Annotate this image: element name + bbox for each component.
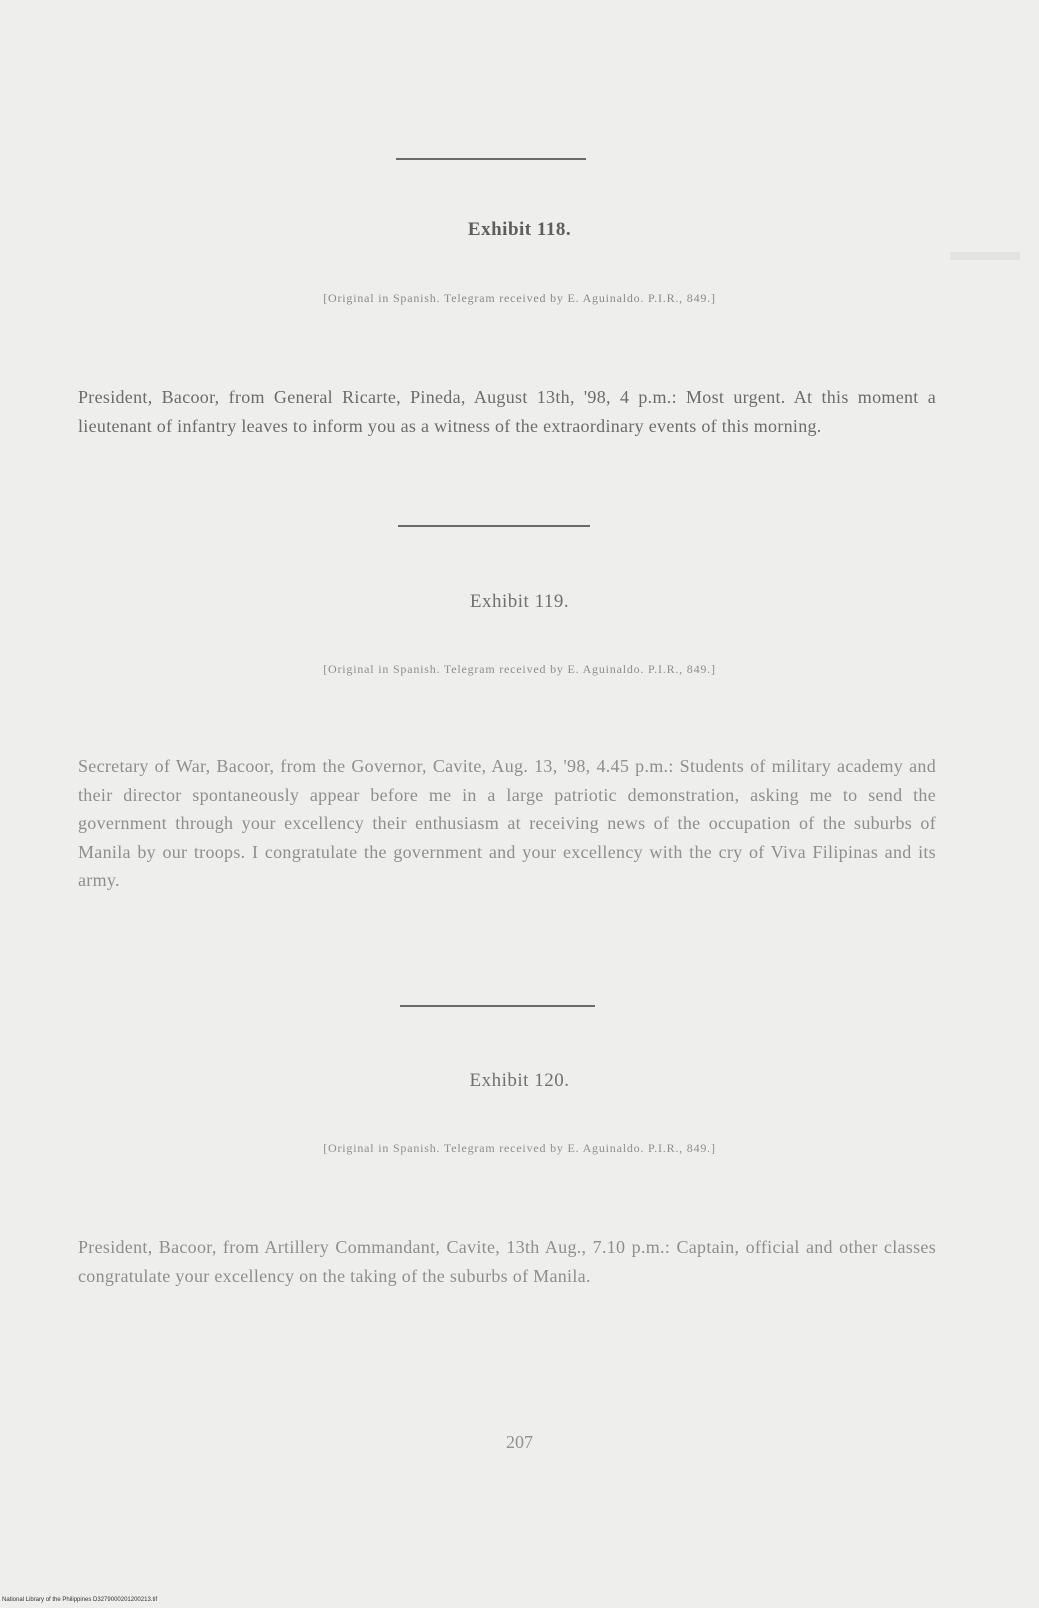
exhibit-body: Secretary of War, Bacoor, from the Governor, Cavite, Aug. 13, '98, 4.45 p.m.: Students of military academy and their director spontaneously appear before me in a large patriotic demonstration, asking me to send the government through your excellency their enthusiasm at receiving news of the occupation of the suburbs of Manila by our troops. I congratulate the government and your excellency with the cry of Viva Filipinas and its army. [78, 756, 936, 890]
exhibit-heading: Exhibit 120. [469, 1070, 570, 1091]
scan-footer: National Library of the Philippines D3279000201200213.tif [2, 1597, 158, 1603]
exhibit-source-note: [Original in Spanish. Telegram received by E. Aguinaldo. P.I.R., 849.] [323, 291, 716, 305]
exhibit-heading: Exhibit 118. [467, 219, 572, 240]
exhibit-body: President, Bacoor, from General Ricarte, Pineda, August 13th, '98, 4 p.m.: Most urgent. At this moment a lieutenant of infantry leaves to inform you as a witness of the extraordinary events of this morning. [78, 387, 936, 436]
exhibit-source-note: [Original in Spanish. Telegram received by E. Aguinaldo. P.I.R., 849.] [323, 662, 716, 676]
section-divider [398, 525, 590, 527]
exhibit-body: President, Bacoor, from Artillery Commandant, Cavite, 13th Aug., 7.10 p.m.: Captain, official and other classes congratulate your excellency on the taking of the suburbs of Manila. [78, 1237, 936, 1286]
section-divider [400, 1005, 595, 1007]
bleed-through-mark [950, 252, 1020, 260]
section-divider [396, 158, 586, 160]
exhibit-heading: Exhibit 119. [469, 591, 570, 612]
exhibit-source-note: [Original in Spanish. Telegram received by E. Aguinaldo. P.I.R., 849.] [323, 1141, 716, 1155]
page-number: 207 [506, 1432, 533, 1452]
